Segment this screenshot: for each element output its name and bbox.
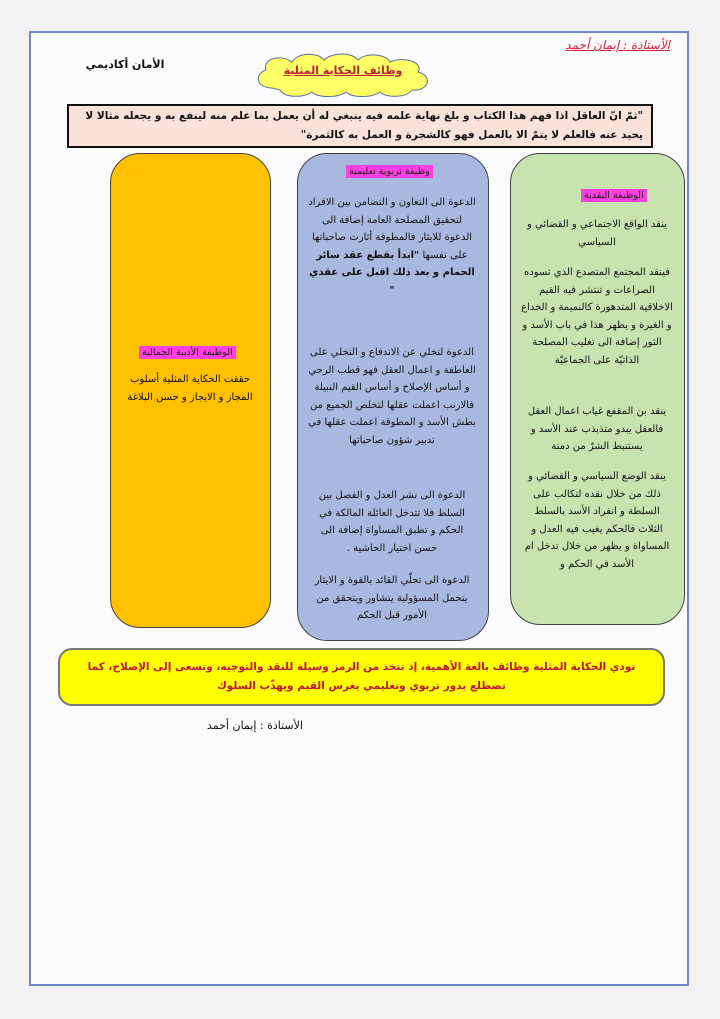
brand-label: الأمان أكاديمي: [85, 58, 165, 71]
aesthetic-function-column: [110, 153, 271, 628]
critical-paragraph-3: ينقد بن المقفع غياب اعمال العقل فالعقل يبدو متذبذب عند الأسد و يستنبط الشرّ من دمنة: [527, 406, 667, 452]
educational-paragraph-1: [308, 194, 476, 299]
teacher-name-top: الأستاذة : إيمان أحمد: [565, 38, 670, 52]
educational-paragraph-3: الدعوة الى نشر العدل و الفصل بين السلط فلا تتدخل العائلة المالكة في الحكم و تطبق المساواة إضافة الى حسن اختيار الحاشية .: [318, 490, 466, 554]
page-title: وظائف الحكاية المثلية: [283, 64, 403, 77]
critical-paragraph-1: ينقد الواقع الاجتماعي و القضائي و السياسي: [526, 219, 668, 248]
aesthetic-function-badge: الوظيفة الأدبية الجمالية: [139, 346, 236, 359]
teacher-name-bottom: الأستاذة : إيمان أحمد: [207, 719, 303, 732]
educational-paragraph-2: الدعوة لتخلي عن الاندفاع و التخلي على العاطفة و اعمال العقل فهو قطب الرحي و أساس الإصلاح و أساس القيم النبيلة فالارنب اعملت عقلها لتخلص الجميع من بطش الأسد و المطوقة اعملت عقلها في تدبير شؤون صاحباتها: [308, 347, 476, 446]
aesthetic-function-text: حققت الحكاية المثلية أسلوب المجاز و الايجاز و حسن البلاغة: [127, 374, 253, 403]
quote-box: "ثمّ انّ العاقل اذا فهم هذا الكتاب و بلغ نهاية علمه فيه ينبغي له أن يعمل بما علم منه لينفع به و يجعله مثالا لا يحيد عنه فالعلم لا يتمّ الا بالعمل فهو كالشجرة و العمل به كالثمرة": [67, 104, 653, 148]
educational-paragraph-4: الدعوة الى تحلّي القائد بالقوة و الايثار يتحمل المسؤولية يتشاور ويتحقق من الأمور قبل الحكم: [314, 575, 470, 621]
educational-paragraph-1-plain: الدعوة الى التعاون و التضامن بين الافراد لتحقيق المصلحة العامة إضافة الى الدعوة للايثار فالمطوقة أثارت صاحباتها على نفسها: [308, 197, 476, 261]
critical-function-badge: الوظيفة النقدية: [581, 189, 647, 202]
critical-paragraph-2: فينقد المجتمع المتصدع الذي تسوده الصراعات و تنتشر فيه القيم الاخلاقية المتدهورة كالنميمة و الخداع و الغيرة و يظهر هذا في باب الأسد و الثور إضافة الى تغليب المصلحة الذاتيّة على الجماعيّة: [521, 267, 673, 366]
educational-function-badge: وظيفة تربوية تعليمية: [346, 165, 433, 178]
educational-paragraph-1-quote: "ابدأ بقطع عقد سائر الحمام و بعد ذلك اقبل على عقدي ": [309, 249, 475, 296]
title-cloud: [252, 52, 434, 98]
educational-function-column: [297, 153, 489, 641]
critical-function-column: [510, 153, 685, 625]
conclusion-box: تودي الحكاية المثلية وظائف بالغة الأهمية، إذ تتخذ من الرمز وسيلة للنقد والتوجيه، وتسعى إلى الإصلاح، كما تضطلع بدور تربوي وتعليمي يغرس القيم ويهذّب السلوك: [58, 648, 665, 706]
critical-paragraph-4: ينقد الوضع السياسي و القضائي و ذلك من خلال نقده لتكالب على السلطة و انفراد الأسد بالسلط الثلاث فالحكم يغيب فيه العدل و المساواة و يظهر من خلال تدخل ام الأسد في الحكم و: [524, 471, 670, 570]
